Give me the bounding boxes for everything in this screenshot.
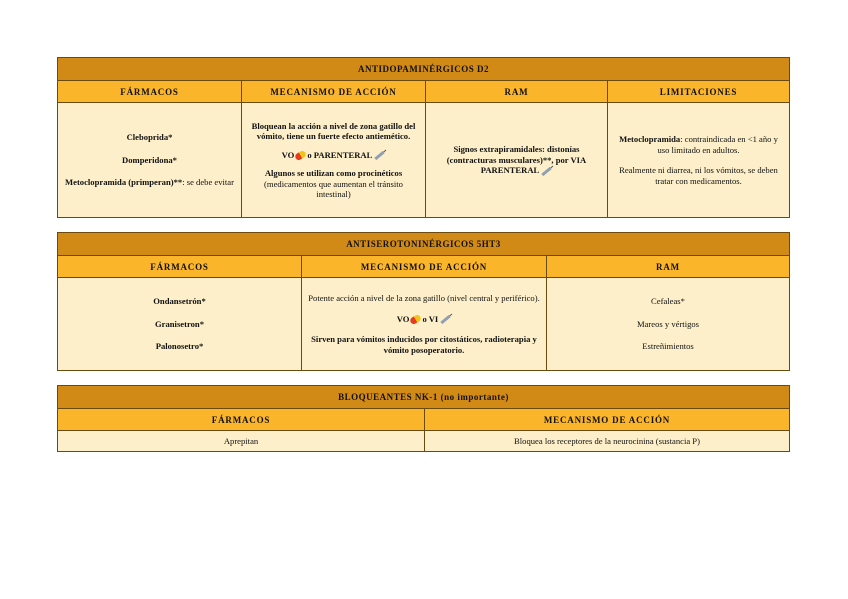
lim-text-2: Realmente ni diarrea, ni los vómitos, se deben tratar con medicamentos.: [619, 165, 778, 186]
mech-procineticos-desc: (medicamentos que aumentan el tránsito intestinal): [264, 178, 403, 199]
drug-name: Cleboprida*: [126, 132, 173, 143]
mech-text: Bloquean la acción a nivel de zona gatillo del vómito, tiene un fuerte efecto antiemético.: [251, 120, 416, 141]
drug-name: Metoclopramida (primperan)**: [65, 177, 183, 188]
cell-limitaciones: [608, 103, 789, 217]
table-antidopaminergicos: [57, 57, 790, 218]
header-farmacos: FÁRMACOS: [58, 256, 302, 278]
mech-procineticos: Algunos se utilizan como procinéticos: [264, 168, 403, 178]
drug-name: Aprepitan: [223, 435, 259, 446]
lim-drug: Metoclopramida: [619, 134, 681, 144]
header-mecanismo: MECANISMO DE ACCIÓN: [242, 81, 426, 103]
route-vi: o VI: [422, 313, 439, 324]
table-title: ANTISEROTONINÉRGICOS 5HT3: [58, 233, 789, 256]
drug-name: Palonosetro*: [155, 341, 204, 352]
pill-icon: [409, 314, 422, 326]
cell-farmacos: [58, 278, 302, 370]
table-title: ANTIDOPAMINÉRGICOS D2: [58, 58, 789, 81]
mech-text: Potente acción a nivel de la zona gatillo (nivel central y periférico).: [308, 293, 540, 303]
drug-note: : se debe evitar: [182, 177, 234, 188]
cell-ram: [547, 278, 789, 370]
route-vo: VO: [396, 313, 410, 324]
table-title: BLOQUEANTES NK-1 (no importante): [58, 386, 789, 409]
header-ram: RAM: [426, 81, 608, 103]
cell-mecanismo: [302, 278, 547, 370]
syringe-icon: [375, 151, 385, 160]
table-bloqueantes-nk1: [57, 385, 790, 452]
cell-mecanismo: [425, 431, 789, 451]
ram-text: Signos extrapiramidales: distonías (contracturas musculares)**, por VIA PARENTERAL: [446, 144, 587, 176]
syringe-icon: [441, 315, 451, 324]
drug-name: Ondansetrón*: [153, 296, 206, 307]
table-antiserotoninergicos: [57, 232, 790, 371]
header-limitaciones: LIMITACIONES: [608, 81, 789, 103]
syringe-icon: [542, 167, 552, 176]
route-parenteral: o PARENTERAL: [307, 149, 373, 160]
header-farmacos: FÁRMACOS: [58, 409, 425, 431]
ram-item: Estreñimientos: [642, 341, 694, 352]
cell-farmacos: [58, 103, 242, 217]
mech-text: Bloquea los receptores de la neurocinina (sustancia P): [514, 435, 700, 446]
ram-item: Mareos y vértigos: [636, 318, 700, 329]
route-vo: VO: [281, 149, 295, 160]
ram-item: Cefaleas*: [651, 296, 685, 307]
header-ram: RAM: [547, 256, 789, 278]
mech-uso: Sirven para vómitos inducidos por citostáticos, radioterapia y vómito posoperatorio.: [311, 334, 537, 355]
cell-farmacos: [58, 431, 425, 451]
header-mecanismo: MECANISMO DE ACCIÓN: [425, 409, 789, 431]
cell-mecanismo: [242, 103, 426, 217]
cell-ram: [426, 103, 608, 217]
drug-name: Domperidona*: [122, 154, 177, 165]
pill-icon: [294, 150, 307, 162]
drug-name: Granisetron*: [154, 318, 204, 329]
lim-text: : contraindicada en <1 año y uso limitado en adultos.: [657, 134, 778, 155]
header-mecanismo: MECANISMO DE ACCIÓN: [302, 256, 547, 278]
header-farmacos: FÁRMACOS: [58, 81, 242, 103]
